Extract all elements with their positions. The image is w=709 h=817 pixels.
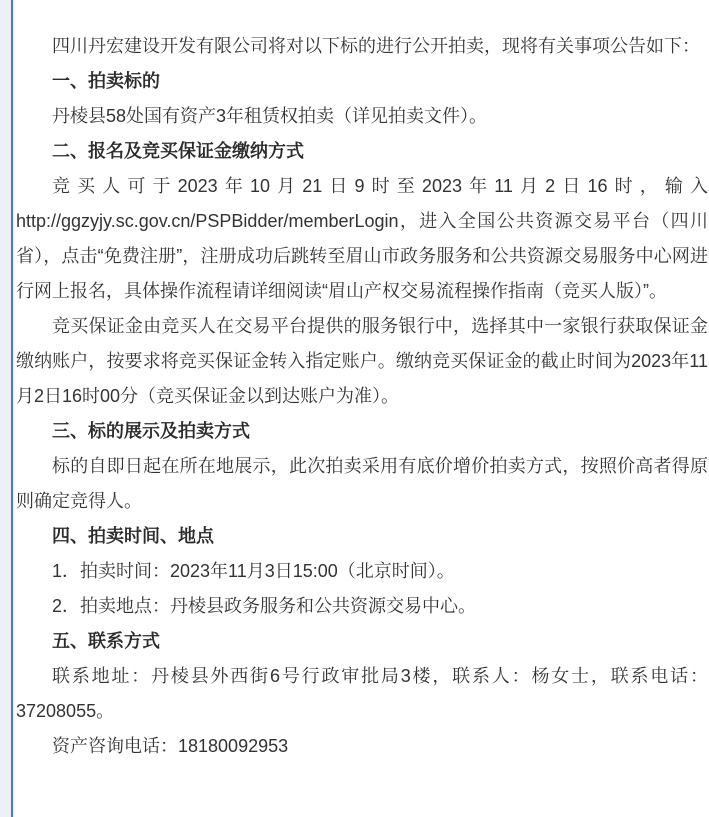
asset-consult-phone-paragraph: 资产咨询电话：18180092953 xyxy=(52,736,289,756)
section-2-heading: 二、报名及竞买保证金缴纳方式 xyxy=(52,141,304,161)
registration-url: http://ggzyjy.sc.gov.cn/PSPBidder/memberLogin xyxy=(16,211,399,231)
deposit-paragraph: 竞买保证金由竞买人在交易平台提供的服务银行中，选择其中一家银行获取保证金缴纳账户，按要求将竞买保证金转入指定账户。缴纳竞买保证金的截止时间为2023年11月2日16时00分（竞买保证金以到达账户为准）。 xyxy=(16,316,708,406)
display-method-paragraph: 标的自即日起在所在地展示，此次拍卖采用有底价增价拍卖方式，按照价高者得原则确定竞得人。 xyxy=(16,456,708,511)
page-left-margin-strip xyxy=(0,0,11,817)
registration-instructions-text: ，进入全国公共资源交易平台（四川省），点击“免费注册”，注册成功后跳转至眉山市政务服务和公共资源交易服务中心网进行网上报名，具体操作流程请详细阅读“眉山产权交易流程操作指南（竞买人版）”。 xyxy=(16,211,708,301)
auction-subject-paragraph: 丹棱县58处国有资产3年租赁权拍卖（详见拍卖文件）。 xyxy=(52,106,488,126)
announcement-body xyxy=(13,0,709,817)
auction-location-paragraph: 2．拍卖地点：丹棱县政务服务和公共资源交易中心。 xyxy=(52,596,477,616)
section-4-heading: 四、拍卖时间、地点 xyxy=(52,526,214,546)
registration-paragraph xyxy=(16,169,708,309)
section-5-heading: 五、联系方式 xyxy=(52,631,160,651)
section-3-heading: 三、标的展示及拍卖方式 xyxy=(52,421,250,441)
registration-period-text: 竞买人可于2023年10月21日9时至2023年11月2日16时，输入 xyxy=(52,176,708,196)
contact-info-paragraph: 联系地址：丹棱县外西街6号行政审批局3楼，联系人：杨女士，联系电话：37208055。 xyxy=(16,666,708,721)
section-1-heading: 一、拍卖标的 xyxy=(52,71,160,91)
intro-paragraph: 四川丹宏建设开发有限公司将对以下标的进行公开拍卖，现将有关事项公告如下： xyxy=(52,36,700,56)
auction-time-paragraph: 1．拍卖时间：2023年11月3日15:00（北京时间）。 xyxy=(52,561,455,581)
